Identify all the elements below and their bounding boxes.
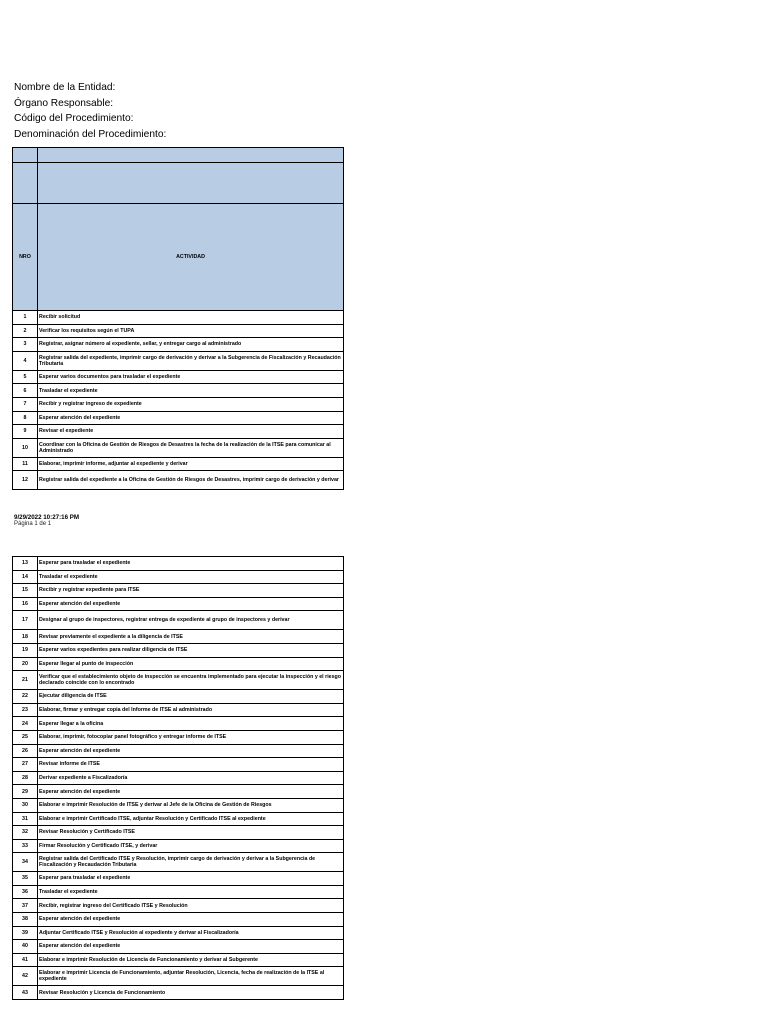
row-number: 17 [13,611,38,630]
activity-description: Elaborar e imprimir Certificado ITSE, adjuntar Resolución y Certificado ITSE al expediente [38,812,344,826]
activity-description: Esperar para trasladar el expediente [38,872,344,886]
activity-description: Esperar atención del expediente [38,785,344,799]
activity-description: Registrar salida del Certificado ITSE y Resolución, imprimir cargo de derivación y derivar a la Subgerencia de Fiscalización y Recaudación Tributaria [38,853,344,872]
row-number: 14 [13,570,38,584]
table-row [13,690,344,704]
row-number: 39 [13,926,38,940]
row-number: 38 [13,913,38,927]
table-row [13,703,344,717]
activity-description: Revisar previamente el expediente a la diligencia de ITSE [38,630,344,644]
activity-description: Elaborar e imprimir Resolución de Licencia de Funcionamiento y derivar al Subgerente [38,953,344,967]
activity-description: Revisar Resolución y Certificado ITSE [38,826,344,840]
activity-column-header: ACTIVIDAD [38,204,344,311]
activity-description: Revisar el expediente [38,425,344,439]
page-number: Página 1 de 1 [14,521,52,527]
row-number: 13 [13,557,38,571]
row-number: 5 [13,370,38,384]
row-number: 18 [13,630,38,644]
table-row [13,953,344,967]
table-row [13,557,344,571]
row-number: 25 [13,730,38,744]
row-number: 11 [13,457,38,471]
column-header-row [13,204,344,311]
table-row [13,826,344,840]
table-row [13,812,344,826]
table-row [13,771,344,785]
activity-description: Esperar para trasladar el expediente [38,557,344,571]
activity-description: Registrar, asignar número al expediente, sellar, y entregar cargo al administrado [38,338,344,352]
table-row [13,584,344,598]
row-number: 33 [13,839,38,853]
row-number: 6 [13,384,38,398]
activity-description: Revisar Resolución y Licencia de Funcionamiento [38,986,344,1000]
row-number: 35 [13,872,38,886]
row-number: 20 [13,657,38,671]
row-number: 30 [13,798,38,812]
row-number: 2 [13,324,38,338]
table-row [13,913,344,927]
header-blank-row [13,148,344,163]
row-number: 9 [13,425,38,439]
row-number: 32 [13,826,38,840]
table-row [13,471,344,490]
activity-description: Registrar salida del expediente, imprimir cargo de derivación y derivar a la Subgerencia de Fiscalización y Recaudación Tributaria [38,351,344,370]
activity-description: Trasladar el expediente [38,885,344,899]
responsible-organ-label: Órgano Responsable: [14,97,114,109]
table-row [13,758,344,772]
table-row [13,730,344,744]
activity-description: Recibir y registrar ingreso de expediente [38,397,344,411]
activity-description: Adjuntar Certificado ITSE y Resolución al expediente y derivar al Fiscalizadoría [38,926,344,940]
activity-description: Esperar llegar a la oficina [38,717,344,731]
activity-description: Firmar Resolución y Certificado ITSE, y derivar [38,839,344,853]
activity-description: Trasladar el expediente [38,384,344,398]
table-row [13,899,344,913]
row-number: 43 [13,986,38,1000]
activity-description: Trasladar el expediente [38,570,344,584]
table-row [13,872,344,886]
activity-description: Ejecutar diligencia de ITSE [38,690,344,704]
row-number: 42 [13,967,38,986]
activity-description: Elaborar e imprimir Resolución de ITSE y derivar al Jefe de la Oficina de Gestión de Riesgos [38,798,344,812]
print-timestamp: 9/29/2022 10:27:16 PM [14,514,80,521]
table-row [13,611,344,630]
table-row [13,671,344,690]
activity-description: Esperar atención del expediente [38,744,344,758]
table-row [13,438,344,457]
activity-description: Designar al grupo de inspectores, registrar entrega de expediente al grupo de inspectores y derivar [38,611,344,630]
activity-description: Esperar atención del expediente [38,940,344,954]
activity-description: Esperar llegar al punto de inspección [38,657,344,671]
table-row [13,457,344,471]
table-row [13,351,344,370]
row-number: 23 [13,703,38,717]
activity-description: Esperar varios expedientes para realizar diligencia de ITSE [38,643,344,657]
row-number: 36 [13,885,38,899]
row-number: 26 [13,744,38,758]
row-number: 4 [13,351,38,370]
table-row [13,839,344,853]
row-number: 7 [13,397,38,411]
table-row [13,570,344,584]
activity-table-page-2 [12,556,344,1000]
row-number: 28 [13,771,38,785]
nro-column-header: NRO [13,204,38,311]
table-row [13,311,344,325]
row-number: 12 [13,471,38,490]
row-number: 24 [13,717,38,731]
table-row [13,657,344,671]
table-row [13,425,344,439]
row-number: 29 [13,785,38,799]
table-row [13,986,344,1000]
table-row [13,630,344,644]
table-row [13,798,344,812]
table-row [13,967,344,986]
entity-name-label: Nombre de la Entidad: [14,82,116,93]
table-row [13,384,344,398]
activity-description: Esperar varios documentos para trasladar el expediente [38,370,344,384]
row-number: 19 [13,643,38,657]
table-row [13,853,344,872]
activity-description: Coordinar con la Oficina de Gestión de Riesgos de Desastres la fecha de la realización de la ITSE para comunicar al Administrado [38,438,344,457]
procedure-name-label: Denominación del Procedimiento: [14,128,167,140]
activity-description: Recibir, registrar ingreso del Certificado ITSE y Resolución [38,899,344,913]
table-row [13,411,344,425]
activity-description: Recibir solicitud [38,311,344,325]
table-row [13,397,344,411]
activity-description: Esperar atención del expediente [38,411,344,425]
table-row [13,717,344,731]
activity-description: Elaborar, firmar y entregar copia del Informe de ITSE al administrado [38,703,344,717]
table-row [13,597,344,611]
row-number: 37 [13,899,38,913]
table-row [13,370,344,384]
row-number: 21 [13,671,38,690]
activity-description: Registrar salida del expediente a la Oficina de Gestión de Riesgos de Desastres, imprimir cargo de derivación y derivar [38,471,344,490]
row-number: 3 [13,338,38,352]
activity-description: Verificar los requisitos según el TUPA [38,324,344,338]
procedure-header [14,80,166,142]
row-number: 1 [13,311,38,325]
row-number: 10 [13,438,38,457]
table-row [13,785,344,799]
activity-description: Elaborar, imprimir informe, adjuntar al expediente y derivar [38,457,344,471]
table-row [13,744,344,758]
row-number: 15 [13,584,38,598]
header-blank-row [13,163,344,204]
row-number: 27 [13,758,38,772]
table-row [13,940,344,954]
activity-description: Derivar expediente a Fiscalizadoría [38,771,344,785]
activity-description: Recibir y registrar expediente para ITSE [38,584,344,598]
table-row [13,926,344,940]
table-row [13,324,344,338]
row-number: 41 [13,953,38,967]
activity-description: Elaborar, imprimir, fotocopiar panel fotográfico y entregar informe de ITSE [38,730,344,744]
row-number: 8 [13,411,38,425]
activity-description: Verificar que el establecimiento objeto de inspección se encuentra implementado para ejecutar la inspección y el riesgo declarado coincide con lo encontrado [38,671,344,690]
activity-table-page-1 [12,147,344,490]
activity-description: Revisar informe de ITSE [38,758,344,772]
row-number: 16 [13,597,38,611]
activity-description: Esperar atención del expediente [38,597,344,611]
activity-description: Elaborar e imprimir Licencia de Funcionamiento, adjuntar Resolución, Licencia, fecha de realización de la ITSE al expediente [38,967,344,986]
row-number: 34 [13,853,38,872]
row-number: 31 [13,812,38,826]
table-row [13,885,344,899]
row-number: 40 [13,940,38,954]
procedure-code-label: Código del Procedimiento: [14,113,134,124]
row-number: 22 [13,690,38,704]
activity-description: Esperar atención del expediente [38,913,344,927]
table-row [13,338,344,352]
table-row [13,643,344,657]
